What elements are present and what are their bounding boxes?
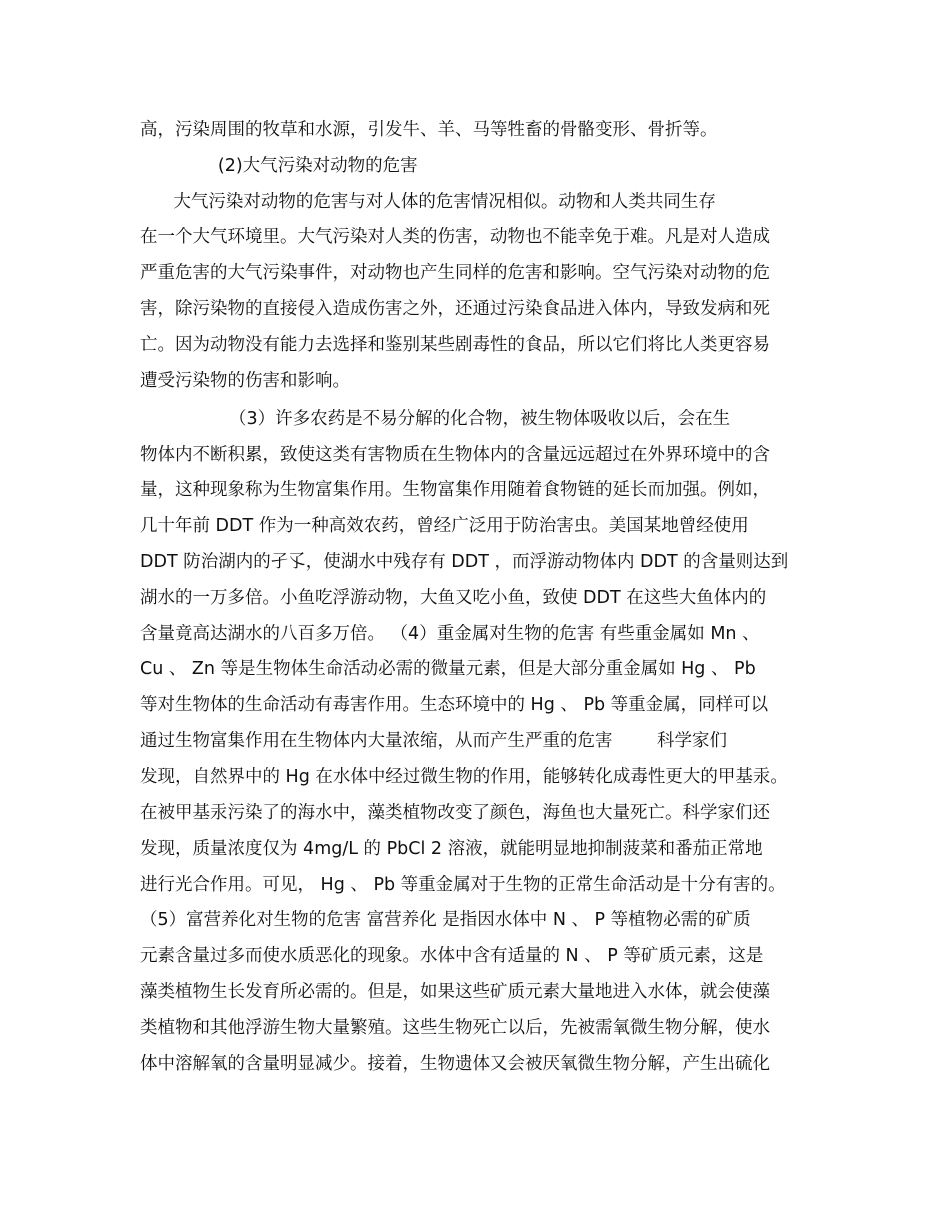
text-line: 害，除污染物的直接侵入造成伤害之外，还通过污染食品进入体内，导致发病和死 <box>140 299 770 319</box>
text-line: 大气污染对动物的危害与对人体的危害情况相似。动物和人类共同生存 <box>140 192 716 212</box>
text-line: （3）许多农药是不易分解的化合物，被生物体吸收以后，会在生 <box>140 409 731 429</box>
text-line: 几十年前 DDT 作为一种高效农药，曾经广泛用于防治害虫。美国某地曾经使用 <box>140 516 749 536</box>
text-line: 高，污染周围的牧草和水源，引发牛、羊、马等牲畜的骨骼变形、骨折等。 <box>140 120 718 140</box>
text-line: 发现，质量浓度仅为 4mg/L 的 PbCl 2 溶液，就能明显地抑制菠菜和番茄正常地 <box>140 839 763 859</box>
text-line: 元素含量过多而使水质恶化的现象。水体中含有适量的 N 、 P 等矿质元素，这是 <box>140 946 764 966</box>
text-line: Cu 、 Zn 等是生物体生命活动必需的微量元素，但是大部分重金属如 Hg 、 Pb <box>140 659 756 679</box>
text-line: 进行光合作用。可见， Hg 、 Pb 等重金属对于生物的正常生命活动是十分有害的。 <box>140 875 786 895</box>
text-line: DDT 防治湖内的孑孓，使湖水中残存有 DDT ，而浮游动物体内 DDT 的含量则达到 <box>140 552 789 572</box>
text-line: 严重危害的大气污染事件，对动物也产生同样的危害和影响。空气污染对动物的危 <box>140 263 770 283</box>
text-line: 在一个大气环境里。大气污染对人类的伤害，动物也不能幸免于难。凡是对人造成 <box>140 227 770 247</box>
text-line: 遭受污染物的伤害和影响。 <box>140 371 350 391</box>
text-line: 含量竟高达湖水的八百多万倍。 （4）重金属对生物的危害 有些重金属如 Mn 、 <box>140 624 760 644</box>
text-line: 亡。因为动物没有能力去选择和鉴别某些剧毒性的食品，所以它们将比人类更容易 <box>140 335 770 355</box>
text-line: 体中溶解氧的含量明显减少。接着，生物遗体又会被厌氧微生物分解，产生出硫化 <box>140 1054 770 1074</box>
section-heading: (2)大气污染对动物的危害 <box>140 156 418 176</box>
text-line: 藻类植物生长发育所必需的。但是，如果这些矿质元素大量地进入水体，就会使藻 <box>140 982 770 1002</box>
text-line: 发现，自然界中的 Hg 在水体中经过微生物的作用，能够转化成毒性更大的甲基汞。 <box>140 767 788 787</box>
text-line: 量，这种现象称为生物富集作用。生物富集作用随着食物链的延长而加强。例如， <box>140 480 770 500</box>
text-line: 类植物和其他浮游生物大量繁殖。这些生物死亡以后，先被需氧微生物分解，使水 <box>140 1018 770 1038</box>
text-line: 物体内不断积累，致使这类有害物质在生物体内的含量远远超过在外界环境中的含 <box>140 445 770 465</box>
text-line: 湖水的一万多倍。小鱼吃浮游动物，大鱼又吃小鱼，致使 DDT 在这些大鱼体内的 <box>140 588 767 608</box>
text-line: 通过生物富集作用在生物体内大量浓缩，从而产生严重的危害 科学家们 <box>140 731 727 751</box>
text-line: 等对生物体的生命活动有毒害作用。生态环境中的 Hg 、 Pb 等重金属，同样可以 <box>140 695 769 715</box>
text-line: （5）富营养化对生物的危害 富营养化 是指因水体中 N 、 P 等植物必需的矿质 <box>140 910 751 930</box>
text-line: 在被甲基汞污染了的海水中，藻类植物改变了颜色，海鱼也大量死亡。科学家们还 <box>140 803 770 823</box>
